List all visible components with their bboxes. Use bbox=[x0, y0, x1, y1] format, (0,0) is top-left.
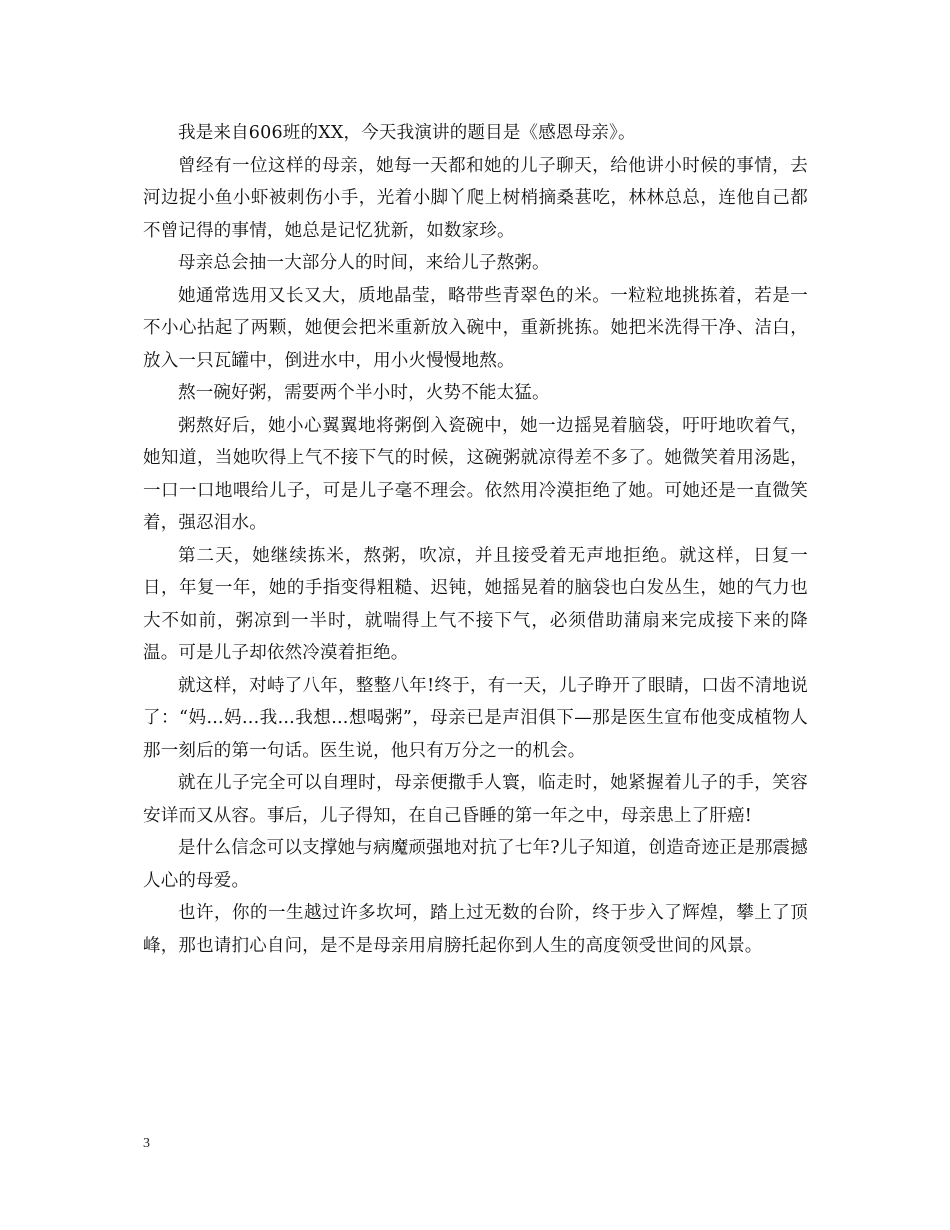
paragraph-4: 她通常选用又长又大，质地晶莹，略带些青翠色的米。一粒粒地挑拣着，若是一不小心拈起了两颗，她便会把米重新放入碗中，重新挑拣。她把米洗得干净、洁白，放入一只瓦罐中，倒进水中，用小火慢慢地熬。 bbox=[143, 285, 808, 371]
document-body bbox=[143, 117, 808, 962]
paragraph-9: 就在儿子完全可以自理时，母亲便撒手人寰，临走时，她紧握着儿子的手，笑容安详而又从容。事后，儿子得知，在自己昏睡的第一年之中，母亲患上了肝癌! bbox=[143, 773, 808, 826]
paragraph-2: 曾经有一位这样的母亲，她每一天都和她的儿子聊天，给他讲小时候的事情，去河边捉小鱼小虾被刺伤小手，光着小脚丫爬上树梢摘桑葚吃，林林总总，连他自己都不曾记得的事情，她总是记忆犹新，如数家珍。 bbox=[143, 155, 808, 241]
paragraph-10: 是什么信念可以支撑她与病魔顽强地对抗了七年?儿子知道，创造奇迹正是那震撼人心的母爱。 bbox=[143, 838, 808, 891]
page-number: 3 bbox=[143, 1136, 150, 1151]
paragraph-3: 母亲总会抽一大部分人的时间，来给儿子熬粥。 bbox=[178, 253, 550, 273]
paragraph-8: 就这样，对峙了八年，整整八年!终于，有一天，儿子睁开了眼睛，口齿不清地说了：“妈...妈...我...我想...想喝粥”，母亲已是声泪俱下—那是医生宣布他变成植物人那一刻后的第一句话。医生说，他只有万分之一的机会。 bbox=[143, 675, 808, 761]
paragraph-7: 第二天，她继续拣米，熬粥，吹凉，并且接受着无声地拒绝。就这样，日复一日，年复一年，她的手指变得粗糙、迟钝，她摇晃着的脑袋也白发丛生，她的气力也大不如前，粥凉到一半时，就喘得上气不接下气，必须借助蒲扇来完成接下来的降温。可是儿子却依然冷漠着拒绝。 bbox=[143, 545, 808, 663]
paragraph-1: 我是来自606班的XX，今天我演讲的题目是《感恩母亲》。 bbox=[178, 123, 636, 143]
paragraph-5: 熬一碗好粥，需要两个半小时，火势不能太猛。 bbox=[178, 383, 550, 403]
paragraph-6: 粥熬好后，她小心翼翼地将粥倒入瓷碗中，她一边摇晃着脑袋，吁吁地吹着气，她知道，当她吹得上气不接下气的时候，这碗粥就凉得差不多了。她微笑着用汤匙，一口一口地喂给儿子，可是儿子毫不理会。依然用冷漠拒绝了她。可她还是一直微笑着，强忍泪水。 bbox=[143, 415, 808, 533]
paragraph-11: 也许，你的一生越过许多坎坷，踏上过无数的台阶，终于步入了辉煌，攀上了顶峰，那也请扪心自问，是不是母亲用肩膀托起你到人生的高度领受世间的风景。 bbox=[143, 903, 808, 956]
